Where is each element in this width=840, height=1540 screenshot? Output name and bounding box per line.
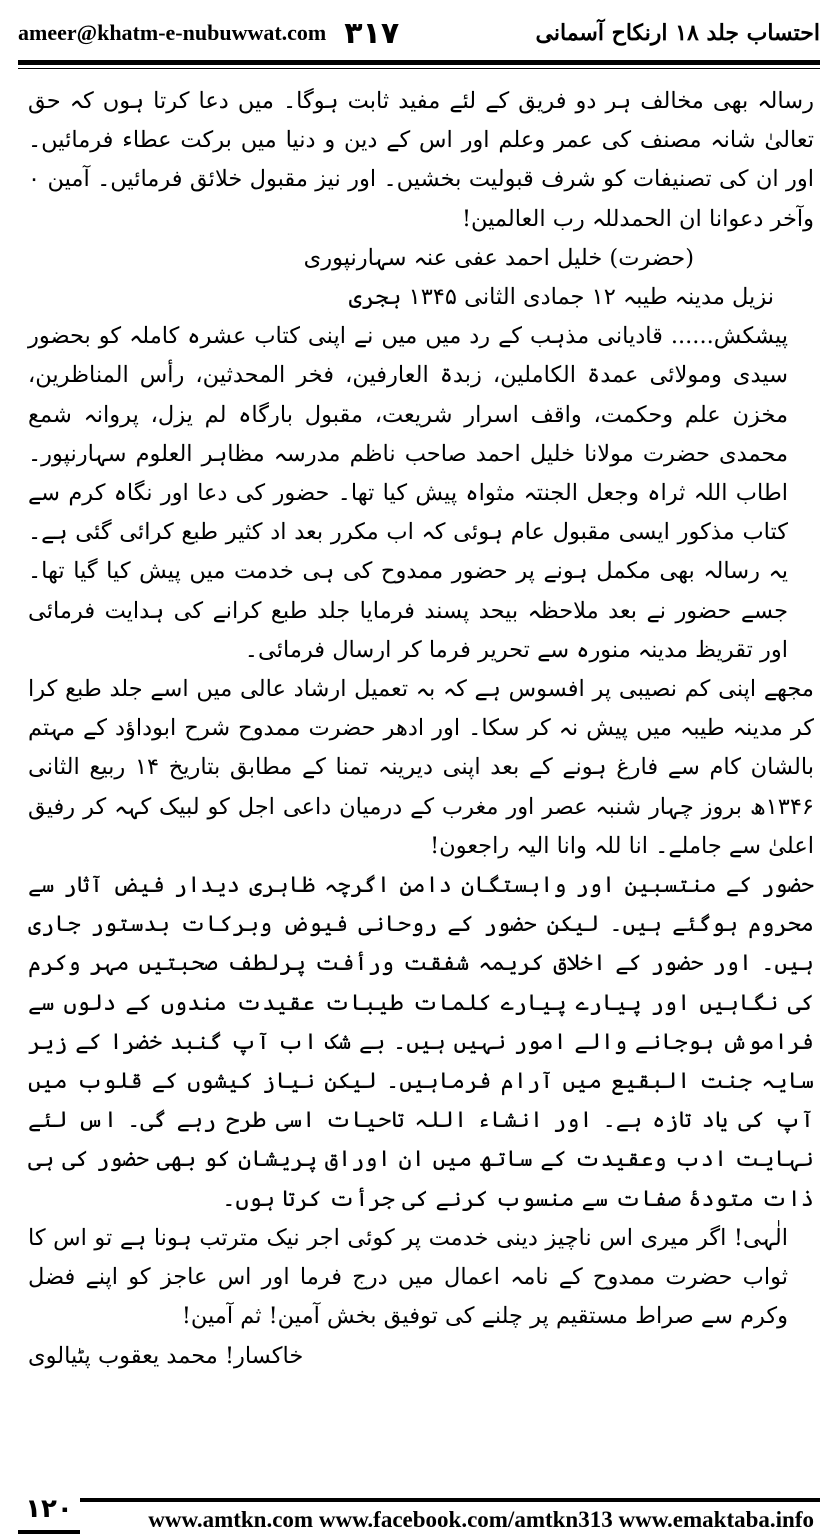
signature-khalil: (حضرت) خلیل احمد عفی عنہ سہارنپوری — [303, 244, 694, 271]
signature-yaqub: خاکسار! محمد یعقوب پٹیالوی — [28, 1342, 304, 1369]
footer-rule — [80, 1498, 820, 1502]
header-email: ameer@khatm-e-nubuwwat.com — [18, 20, 327, 45]
paragraph-regret: مجھے اپنی کم نصیبی پر افسوس ہے کہ بہ تعمیل ارشاد عالی میں اسے جلد طبع کرا کر مدینہ طیبہ میں پیش نہ کر سکا۔ اور ادھر حضرت ممدوح شرح ابوداؤد کے مہتم بالشان کام سے فارغ ہونے کے بعد اپنی دیرینہ تمنا کے مطابق بتاریخ ۱۴ ربیع الثانی ۱۳۴۶ھ بروز چہار شنبہ عصر اور مغرب کے درمیان داعی اجل کو لبیک کہہ کر رفیق اعلیٰ سے جاملے۔ انا للہ وانا الیہ راجعون! — [28, 676, 814, 859]
header-rule — [18, 60, 820, 65]
paragraph-remembrance: حضور کے منتسبین اور وابستگان دامن اگرچہ ظاہری دیدار فیض آثار سے محروم ہوگئے ہیں۔ لیکن حضور کے روحانی فیوض وبرکات بدستور جاری ہیں۔ اور حضور کے اخلاق کریمہ شفقت ورأفت پرلطف صحبتیں مہر وکرم کی نگاہیں اور پیارے پیارے کلمات طیبات عقیدت مندوں کے دلوں سے فراموش ہوجانے والے امور نہیں ہیں۔ بے شک اب آپ گنبد خضرا کے زیر سایہ جنت البقیع میں آرام فرماہیں۔ لیکن نیاز کیشوں کے قلوب میں آپ کی یاد تازہ ہے۔ اور انشاء اللہ تاحیات اسی طرح رہے گی۔ اس لئے نہایت ادب وعقیدت کے ساتھ میں ان اوراق پریشان کو بھی حضور کی ہی ذات متودۂ صفات سے منسوب کرنے کی جرأت کرتا ہوں۔ — [28, 872, 814, 1212]
header-left — [18, 16, 399, 51]
paragraph-dedication: پیشکش...... قادیانی مذہب کے رد میں میں نے اپنی کتاب عشرہ کاملہ کو بحضور سیدی ومولائی عمدۃ الکاملین، زبدۃ العارفین، فخر المحدثین، رأس المناظرین، مخزن علم وحکمت، واقف اسرار شریعت، مقبول بارگاہ لم یزل، پروانہ شمع محمدی حضرت مولانا خلیل احمد صاحب ناظم مدرسہ مظاہر العلوم سہارنپور۔ اطاب اللہ ثراہ وجعل الجنتہ مثواہ پیش کیا تھا۔ حضور کی دعا اور نگاہ کرم سے کتاب مذکور ایسی مقبول عام ہوئی کہ اب مکرر بعد اد کثیر طبع کرائی گئی ہے۔ یہ رسالہ بھی مکمل ہونے پر حضور ممدوح کی ہی خدمت میں پیش کیا گیا تھا۔ جسے حضور نے بعد ملاحظہ بیحد پسند فرمایا جلد طبع کرانے کی ہدایت فرمائی اور تقریظ مدینہ منورہ سے تحریر فرما کر ارسال فرمائی۔ — [28, 323, 788, 663]
page-body — [28, 82, 814, 1376]
dateline-madina: نزیل مدینہ طیبہ ۱۲ جمادی الثانی ۱۳۴۵ ہجری — [348, 284, 774, 311]
paragraph-blessing: رسالہ بھی مخالف ہر دو فریق کے لئے مفید ثابت ہوگا۔ میں دعا کرتا ہوں کہ حق تعالیٰ شانہ مصنف کی عمر وعلم اور اس کے دین و دنیا میں برکت عطاء فرمائیں۔ اور ان کی تصنیفات کو شرف قبولیت بخشیں۔ اور نیز مقبول خلائق فرمائیں۔ آمین ۰ وآخر دعوانا ان الحمدللہ رب العالمین! — [28, 88, 814, 232]
header-rule-thin — [18, 68, 820, 69]
footer-links: www.amtkn.com www.facebook.com/amtkn313 www.emaktaba.info — [148, 1507, 814, 1532]
footer-page-number: ۱۲۰ — [18, 1494, 80, 1534]
page-footer — [18, 1494, 820, 1534]
page-header — [18, 10, 820, 56]
paragraph-prayer: الٰہی! اگر میری اس ناچیز دینی خدمت پر کوئی اجر نیک مترتب ہونا ہے تو اس کا ثواب حضرت ممدوح کے نامہ اعمال میں درج فرما اور اس عاجز کو اپنے فضل وکرم سے صراط مستقیم پر چلنے کی توفیق بخش آمین! ثم آمین! — [28, 1224, 788, 1330]
header-page-number: ۳۱۷ — [344, 15, 400, 51]
header-book-title: احتساب جلد ۱۸ ارنکاح آسمانی — [535, 20, 820, 46]
footer-links-block — [80, 1494, 820, 1534]
